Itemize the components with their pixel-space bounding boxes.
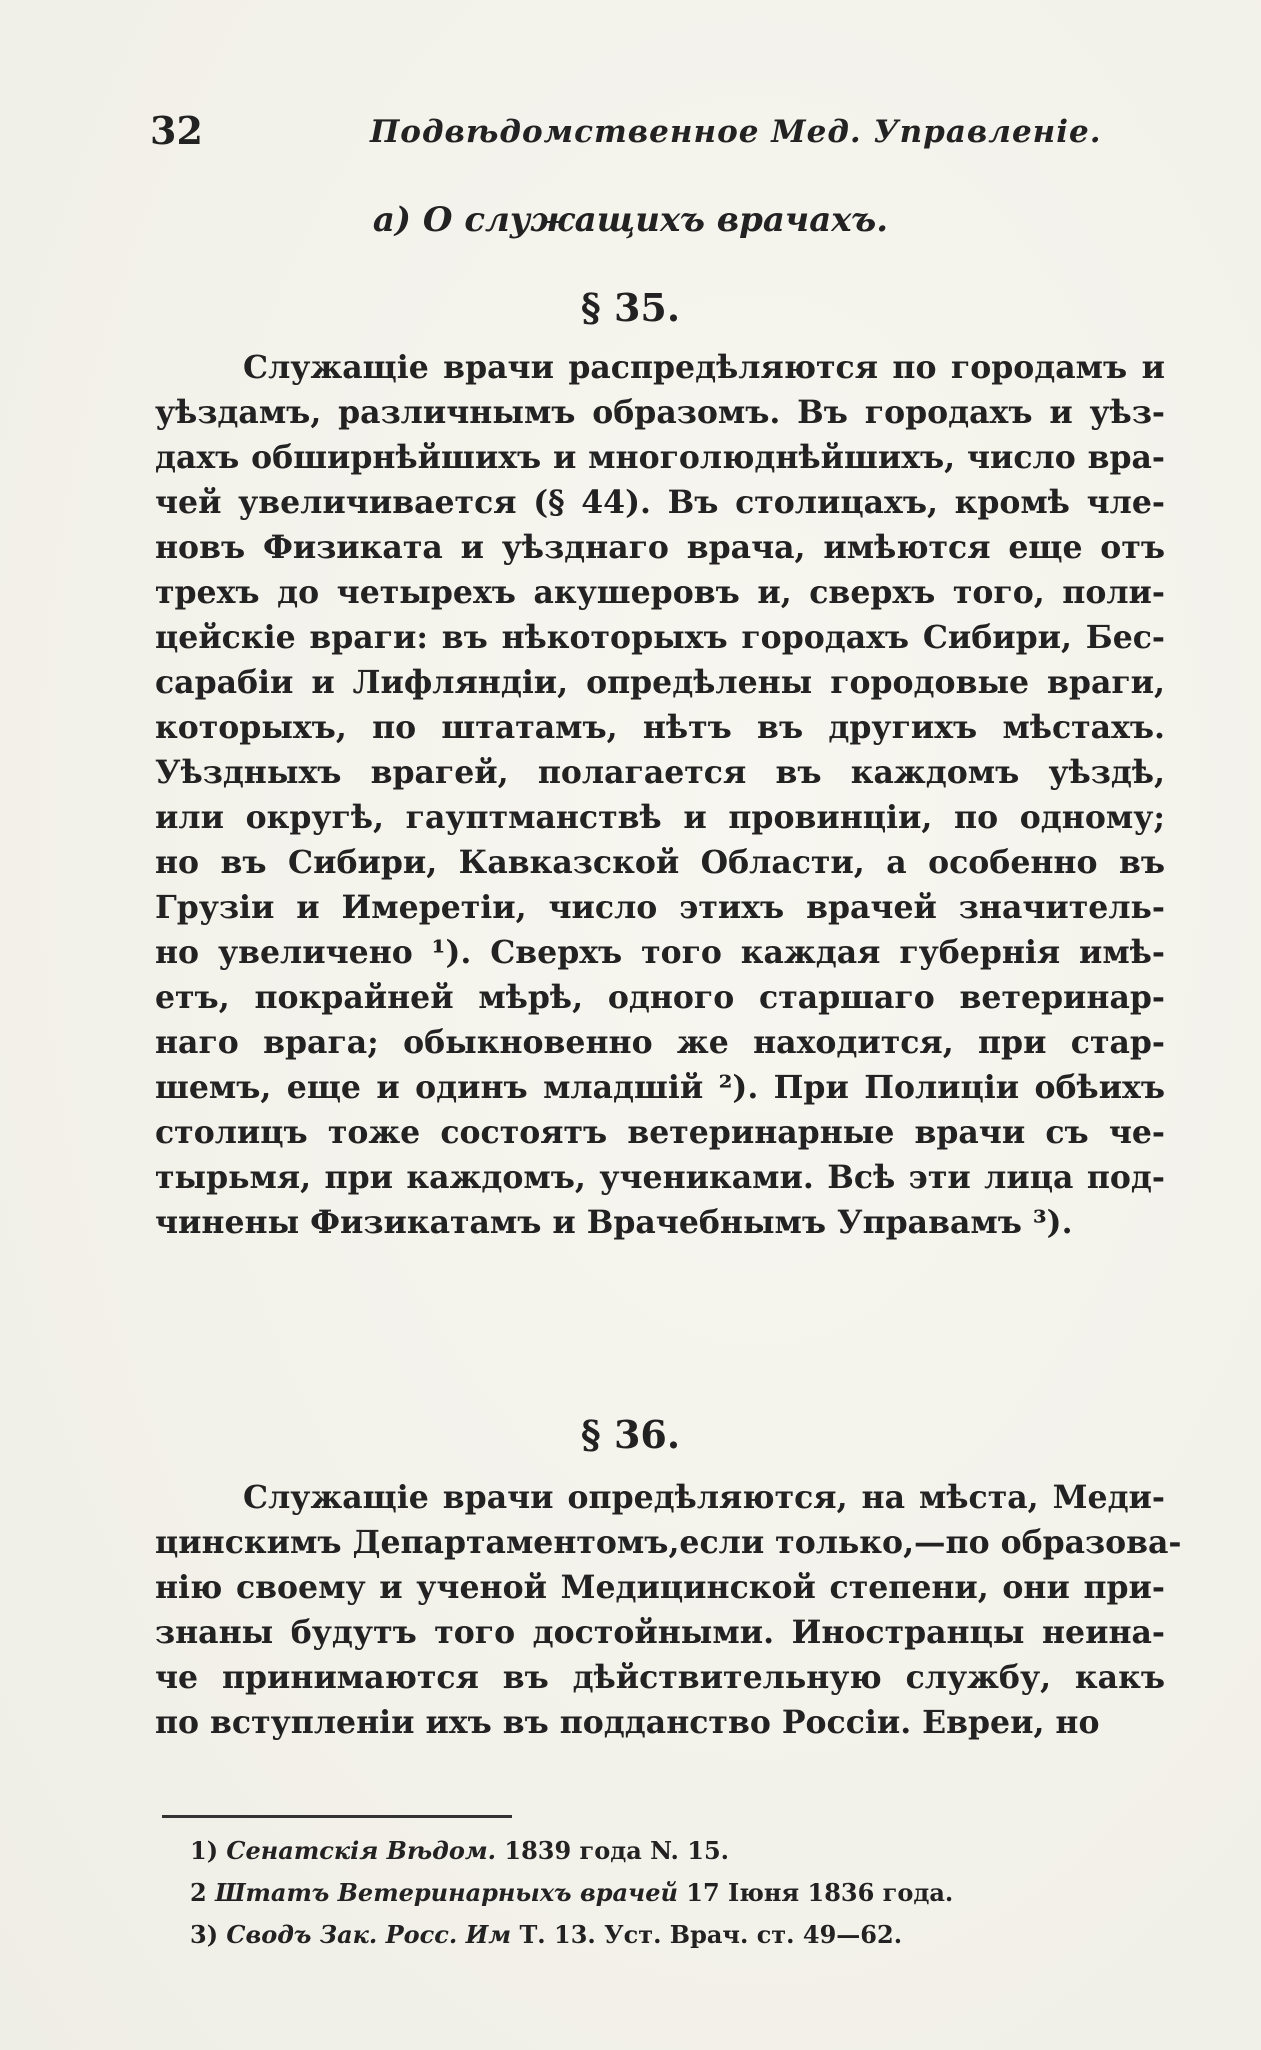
footnote-divider (162, 1815, 512, 1818)
text-line: наго врага; обыкновенно же находится, при стар- (155, 1024, 1165, 1061)
text-line: дахъ обширнѣйшихъ и многолюднѣйшихъ, число вра- (155, 439, 1165, 476)
footnote (190, 1872, 1140, 1914)
text-line: Уѣздныхъ врагей, полагается въ каждомъ уѣздѣ, (155, 754, 1165, 791)
text-line: столицъ тоже состоятъ ветеринарные врачи съ че- (155, 1114, 1165, 1151)
footnote-detail: Т. 13. Уст. Врач. ст. 49—62. (511, 1920, 903, 1949)
section-mark-35: § 35. (580, 285, 681, 330)
footnote-detail: 1839 года N. 15. (496, 1836, 730, 1865)
text-line: чинены Физикатамъ и Врачебнымъ Управамъ ³). (155, 1204, 1073, 1241)
footnotes (190, 1830, 1140, 1956)
text-line: трехъ до четырехъ акушеровъ и, сверхъ того, поли- (155, 574, 1165, 611)
text-line: но увеличено ¹). Сверхъ того каждая губернія имѣ- (155, 934, 1165, 971)
text-line: новъ Физиката и уѣзднаго врача, имѣются еще отъ (155, 529, 1165, 566)
footnote-source: Сенатскія Вѣдом. (226, 1836, 497, 1865)
text-line: тырьмя, при каждомъ, учениками. Всѣ эти лица под- (155, 1159, 1165, 1196)
text-line: чей увеличивается (§ 44). Въ столицахъ, кромѣ чле- (155, 484, 1165, 521)
text-line: знаны будутъ того достойными. Иностранцы неина- (155, 1614, 1165, 1651)
text-line: уѣздамъ, различнымъ образомъ. Въ городахъ и уѣз- (155, 394, 1165, 431)
text-line: Грузіи и Имеретіи, число этихъ врачей значитель- (155, 889, 1165, 926)
paragraph-36 (155, 1475, 1182, 1745)
text-line: которыхъ, по штатамъ, нѣтъ въ другихъ мѣстахъ. (155, 709, 1165, 746)
footnote-marker: 3) (190, 1920, 219, 1949)
text-line: че принимаются въ дѣйствительную службу, какъ (155, 1659, 1165, 1696)
text-line: етъ, покрайней мѣрѣ, одного старшаго ветеринар- (155, 979, 1165, 1016)
footnote-source: Штатъ Ветеринарныхъ врачей (215, 1878, 678, 1907)
text-line: Служащіе врачи распредѣляются по городамъ и (243, 349, 1165, 386)
footnote-marker: 2 (190, 1878, 207, 1907)
text-line: но въ Сибири, Кавказской Области, а особенно въ (155, 844, 1165, 881)
footnote-marker: 1) (190, 1836, 219, 1865)
text-line: по вступленіи ихъ въ подданство Россіи. Евреи, но (155, 1704, 1100, 1741)
text-line: шемъ, еще и одинъ младшій ²). При Полиціи обѣихъ (155, 1069, 1165, 1106)
text-line: цинскимъ Департаментомъ,если только,—по образова- (155, 1524, 1182, 1561)
paragraph-35 (155, 345, 1165, 1245)
text-line: цейскіе враги: въ нѣкоторыхъ городахъ Сибири, Бес- (155, 619, 1165, 656)
page-header (150, 108, 1160, 168)
text-line: сарабіи и Лифляндіи, опредѣлены городовые враги, (155, 664, 1165, 701)
text-line: или округѣ, гауптманствѣ и провинціи, по одному; (155, 799, 1165, 836)
footnote-detail: 17 Іюня 1836 года. (677, 1878, 954, 1907)
footnote (190, 1830, 1140, 1872)
sub-heading: a) О служащихъ врачахъ. (372, 200, 889, 240)
text-line: нію своему и ученой Медицинской степени, они при- (155, 1569, 1165, 1606)
text-line: Служащіе врачи опредѣляются, на мѣста, Меди- (243, 1479, 1165, 1516)
footnote-source: Сводъ Зак. Росс. Им (226, 1920, 512, 1949)
running-title: Подвѣдомственное Мед. Управленіе. (370, 114, 1102, 150)
footnote (190, 1914, 1140, 1956)
section-mark-36: § 36. (580, 1412, 681, 1457)
page-number: 32 (150, 108, 203, 153)
